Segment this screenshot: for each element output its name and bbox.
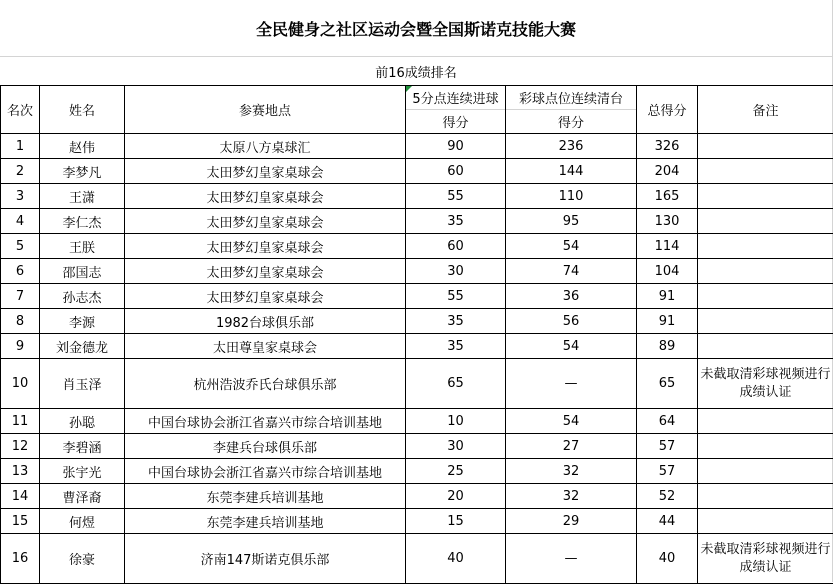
table-row	[1, 509, 833, 534]
cell-venue[interactable]: 太田梦幻皇家桌球会	[125, 284, 406, 309]
header-col-b-bottom[interactable]: 得分	[506, 110, 637, 134]
cell-score-b[interactable]: 29	[506, 509, 637, 534]
cell-note[interactable]: 未截取清彩球视频进行成绩认证	[698, 359, 833, 409]
cell-venue[interactable]: 太田梦幻皇家桌球会	[125, 209, 406, 234]
cell-score-a[interactable]: 60	[406, 234, 506, 259]
cell-rank[interactable]: 5	[1, 234, 40, 259]
cell-venue[interactable]: 太田梦幻皇家桌球会	[125, 159, 406, 184]
cell-score-a[interactable]: 30	[406, 259, 506, 284]
cell-name[interactable]: 王潇	[40, 184, 125, 209]
cell-venue[interactable]: 李建兵台球俱乐部	[125, 434, 406, 459]
table-row	[1, 134, 833, 159]
cell-total[interactable]: 326	[637, 134, 698, 159]
cell-score-a[interactable]: 25	[406, 459, 506, 484]
cell-note[interactable]	[698, 409, 833, 434]
cell-venue[interactable]: 济南147斯诺克俱乐部	[125, 534, 406, 584]
cell-name[interactable]: 张宇光	[40, 459, 125, 484]
cell-name[interactable]: 何煜	[40, 509, 125, 534]
header-name[interactable]: 姓名	[40, 86, 125, 134]
cell-rank[interactable]: 6	[1, 259, 40, 284]
cell-score-a[interactable]: 35	[406, 334, 506, 359]
cell-name[interactable]: 赵伟	[40, 134, 125, 159]
cell-name[interactable]: 李碧涵	[40, 434, 125, 459]
header-col-b-top[interactable]: 彩球点位连续清台	[506, 86, 637, 110]
cell-note[interactable]	[698, 484, 833, 509]
cell-total[interactable]: 52	[637, 484, 698, 509]
cell-rank[interactable]: 16	[1, 534, 40, 584]
cell-total[interactable]: 130	[637, 209, 698, 234]
cell-note[interactable]: 未截取清彩球视频进行成绩认证	[698, 534, 833, 584]
cell-note[interactable]	[698, 259, 833, 284]
cell-rank[interactable]: 13	[1, 459, 40, 484]
cell-score-b[interactable]: 144	[506, 159, 637, 184]
cell-score-b[interactable]: 27	[506, 434, 637, 459]
cell-rank[interactable]: 8	[1, 309, 40, 334]
cell-score-a[interactable]: 20	[406, 484, 506, 509]
cell-score-a[interactable]: 35	[406, 309, 506, 334]
cell-note[interactable]	[698, 184, 833, 209]
cell-note[interactable]	[698, 509, 833, 534]
table-row	[1, 159, 833, 184]
table-row	[1, 534, 833, 584]
cell-name[interactable]: 孙聪	[40, 409, 125, 434]
sheet-subtitle[interactable]: 前16成绩排名	[0, 57, 832, 85]
cell-name[interactable]: 徐豪	[40, 534, 125, 584]
header-col-a-bottom[interactable]: 得分	[406, 110, 506, 134]
header-venue[interactable]: 参赛地点	[125, 86, 406, 134]
table-row	[1, 209, 833, 234]
cell-score-b[interactable]: 95	[506, 209, 637, 234]
cell-score-b[interactable]: —	[506, 359, 637, 409]
cell-venue[interactable]: 太原八方桌球汇	[125, 134, 406, 159]
cell-name[interactable]: 肖玉泽	[40, 359, 125, 409]
cell-note[interactable]	[698, 209, 833, 234]
cell-score-a[interactable]: 15	[406, 509, 506, 534]
cell-rank[interactable]: 14	[1, 484, 40, 509]
table-row	[1, 184, 833, 209]
cell-name[interactable]: 李梦凡	[40, 159, 125, 184]
cell-score-a[interactable]: 10	[406, 409, 506, 434]
cell-note[interactable]	[698, 334, 833, 359]
header-col-a-top[interactable]: 5分点连续进球	[406, 86, 506, 110]
table-row	[1, 434, 833, 459]
cell-venue[interactable]: 东莞李建兵培训基地	[125, 484, 406, 509]
cell-score-b[interactable]: 54	[506, 409, 637, 434]
cell-rank[interactable]: 11	[1, 409, 40, 434]
header-note[interactable]: 备注	[698, 86, 833, 134]
cell-total[interactable]: 65	[637, 359, 698, 409]
cell-name[interactable]: 曹泽裔	[40, 484, 125, 509]
cell-note[interactable]	[698, 234, 833, 259]
cell-name[interactable]: 孙志杰	[40, 284, 125, 309]
cell-note[interactable]	[698, 309, 833, 334]
table-row	[1, 484, 833, 509]
cell-total[interactable]: 40	[637, 534, 698, 584]
cell-venue[interactable]: 太田梦幻皇家桌球会	[125, 234, 406, 259]
sheet-title[interactable]: 全民健身之社区运动会暨全国斯诺克技能大赛	[0, 0, 832, 57]
cell-rank[interactable]: 15	[1, 509, 40, 534]
cell-rank[interactable]: 9	[1, 334, 40, 359]
table-row	[1, 259, 833, 284]
cell-total[interactable]: 91	[637, 309, 698, 334]
cell-total[interactable]: 57	[637, 434, 698, 459]
cell-note[interactable]	[698, 159, 833, 184]
cell-total[interactable]: 91	[637, 284, 698, 309]
table-row	[1, 359, 833, 409]
cell-score-b[interactable]: 236	[506, 134, 637, 159]
cell-venue[interactable]: 太田尊皇家桌球会	[125, 334, 406, 359]
cell-score-a[interactable]: 55	[406, 284, 506, 309]
cell-score-a[interactable]: 65	[406, 359, 506, 409]
cell-name[interactable]: 李源	[40, 309, 125, 334]
cell-score-b[interactable]: 36	[506, 284, 637, 309]
ranking-table	[0, 85, 833, 584]
cell-score-a[interactable]: 30	[406, 434, 506, 459]
cell-venue[interactable]: 东莞李建兵培训基地	[125, 509, 406, 534]
cell-score-b[interactable]: 32	[506, 484, 637, 509]
cell-rank[interactable]: 7	[1, 284, 40, 309]
cell-rank[interactable]: 10	[1, 359, 40, 409]
cell-venue[interactable]: 1982台球俱乐部	[125, 309, 406, 334]
cell-total[interactable]: 44	[637, 509, 698, 534]
cell-note[interactable]	[698, 284, 833, 309]
cell-rank[interactable]: 1	[1, 134, 40, 159]
header-rank[interactable]: 名次	[1, 86, 40, 134]
cell-total[interactable]: 104	[637, 259, 698, 284]
table-row	[1, 459, 833, 484]
cell-rank[interactable]: 12	[1, 434, 40, 459]
cell-venue[interactable]: 杭州浩波乔氏台球俱乐部	[125, 359, 406, 409]
cell-total[interactable]: 204	[637, 159, 698, 184]
cell-score-b[interactable]: 32	[506, 459, 637, 484]
cell-name[interactable]: 刘金德龙	[40, 334, 125, 359]
cell-score-b[interactable]: 110	[506, 184, 637, 209]
cell-score-a[interactable]: 35	[406, 209, 506, 234]
cell-score-b[interactable]: 56	[506, 309, 637, 334]
table-row	[1, 284, 833, 309]
cell-venue[interactable]: 中国台球协会浙江省嘉兴市综合培训基地	[125, 409, 406, 434]
cell-score-b[interactable]: 54	[506, 234, 637, 259]
cell-name[interactable]: 王朕	[40, 234, 125, 259]
cell-total[interactable]: 165	[637, 184, 698, 209]
cell-total[interactable]: 57	[637, 459, 698, 484]
cell-score-b[interactable]: —	[506, 534, 637, 584]
cell-score-a[interactable]: 40	[406, 534, 506, 584]
cell-rank[interactable]: 4	[1, 209, 40, 234]
table-row	[1, 409, 833, 434]
cell-note[interactable]	[698, 459, 833, 484]
cell-score-a[interactable]: 60	[406, 159, 506, 184]
table-row	[1, 309, 833, 334]
cell-venue[interactable]: 太田梦幻皇家桌球会	[125, 184, 406, 209]
cell-rank[interactable]: 3	[1, 184, 40, 209]
cell-total[interactable]: 64	[637, 409, 698, 434]
cell-note[interactable]	[698, 434, 833, 459]
cell-name[interactable]: 李仁杰	[40, 209, 125, 234]
cell-note[interactable]	[698, 134, 833, 159]
cell-total[interactable]: 114	[637, 234, 698, 259]
cell-score-b[interactable]: 54	[506, 334, 637, 359]
cell-total[interactable]: 89	[637, 334, 698, 359]
cell-rank[interactable]: 2	[1, 159, 40, 184]
header-total[interactable]: 总得分	[637, 86, 698, 134]
cell-score-a[interactable]: 90	[406, 134, 506, 159]
cell-score-a[interactable]: 55	[406, 184, 506, 209]
table-row	[1, 334, 833, 359]
table-row	[1, 234, 833, 259]
cell-name[interactable]: 邵国志	[40, 259, 125, 284]
cell-marker-icon	[406, 86, 412, 92]
cell-venue[interactable]: 中国台球协会浙江省嘉兴市综合培训基地	[125, 459, 406, 484]
cell-venue[interactable]: 太田梦幻皇家桌球会	[125, 259, 406, 284]
cell-score-b[interactable]: 74	[506, 259, 637, 284]
